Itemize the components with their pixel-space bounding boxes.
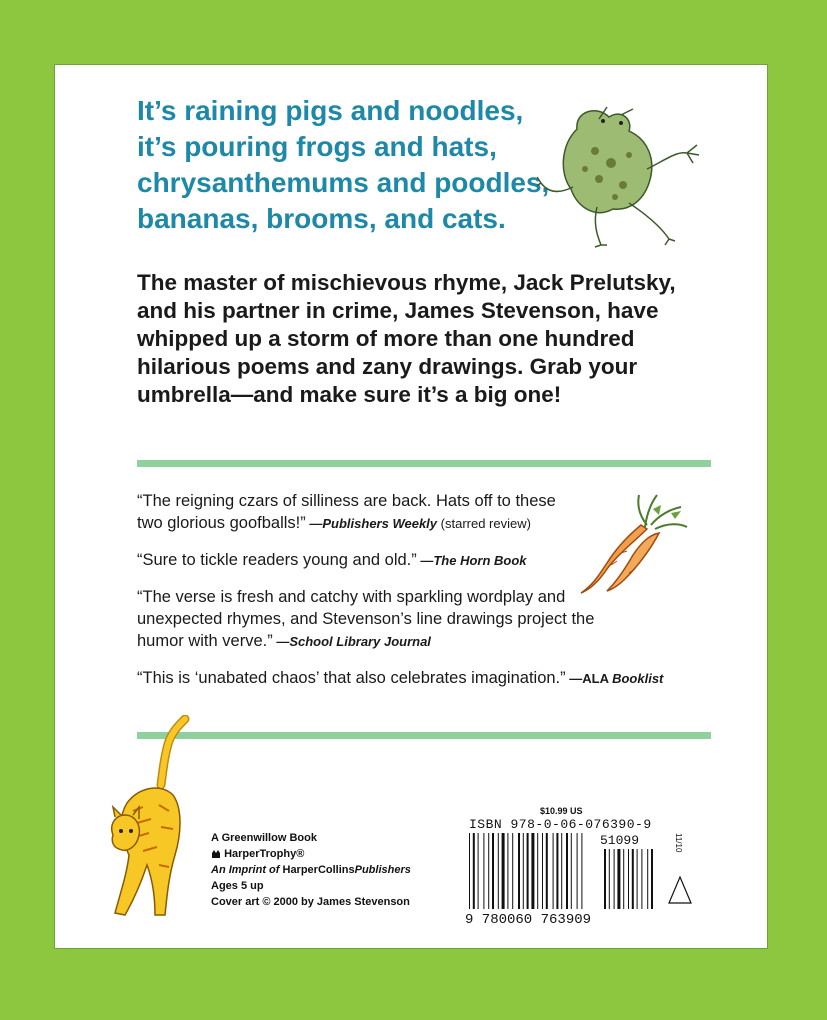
barcode-bar — [498, 833, 499, 909]
barcode-bar — [577, 833, 578, 909]
price-label: $10.99 US — [540, 806, 583, 816]
print-code: 11/10 — [674, 833, 683, 853]
divider-rule — [137, 460, 711, 467]
review-quote: “The verse is fresh and catchy with sparkling wordplay and unexpected rhymes, and Stevenson’s line drawings project the humor with verve.” —School Library Journal — [137, 588, 595, 650]
barcode-bar — [473, 833, 475, 909]
barcode-bar — [628, 849, 629, 909]
isbn-label: ISBN 978-0-06-076390-9 — [469, 817, 652, 832]
harper-flame-logo-icon — [211, 849, 221, 858]
barcode-bar — [488, 833, 489, 909]
barcode-bar — [617, 849, 620, 909]
publisher-imprint: A Greenwillow Book HarperTrophy® An Imprint of HarperCollinsPublishers Ages 5 up Cover art © 2000 by James Stevenson — [211, 832, 411, 908]
poem-line: it’s pouring frogs and hats, — [137, 131, 497, 162]
divider-rule — [137, 732, 711, 739]
barcode-bar — [581, 833, 582, 909]
barcode-bar — [553, 833, 554, 909]
review-source: —Publishers Weekly — [305, 516, 438, 531]
blurb-line: umbrella—and make sure it’s a big one! — [137, 382, 562, 407]
barcode-bar — [512, 833, 513, 909]
blurb-line: hilarious poems and zany drawings. Grab your — [137, 354, 638, 379]
cat-illustration — [99, 715, 209, 925]
blurb-text — [137, 269, 676, 409]
review-quote: “This is ‘unabated chaos’ that also celebrates imagination.” —ALA Booklist — [137, 669, 664, 687]
barcode-bar — [561, 833, 562, 909]
barcode-bar — [571, 833, 572, 909]
barcode-bar — [527, 833, 529, 909]
poem-line: It’s raining pigs and noodles, — [137, 95, 524, 126]
review-source: —The Horn Book — [416, 553, 527, 568]
barcode-bar — [531, 833, 534, 909]
barcode-bar — [492, 833, 494, 909]
barcode-bar — [566, 833, 568, 909]
blurb-line: The master of mischievous rhyme, Jack Prelutsky, — [137, 270, 676, 295]
barcode-bar — [647, 849, 648, 909]
review-source: Booklist — [612, 671, 664, 686]
review-source: —School Library Journal — [272, 634, 431, 649]
poem-line: chrysanthemums and poodles, — [137, 167, 550, 198]
barcode-bar — [518, 833, 520, 909]
barcode-bar — [609, 849, 610, 909]
blurb-line: and his partner in crime, James Stevenson, have — [137, 298, 659, 323]
barcode-bar — [637, 849, 638, 909]
barcode-bar — [546, 833, 548, 909]
back-cover-panel — [54, 64, 768, 949]
poem-line: bananas, brooms, and cats. — [137, 203, 506, 234]
barcode-bar — [483, 833, 484, 909]
barcode-bar — [523, 833, 524, 909]
barcode-bar — [641, 849, 642, 909]
barcode-bar — [632, 849, 634, 909]
price-addon-code: 51099 — [600, 833, 640, 848]
review-quote: “Sure to tickle readers young and old.” —The Horn Book — [137, 551, 527, 569]
carrot-illustration — [567, 489, 697, 601]
barcode-bar — [469, 833, 470, 909]
review-quote: “The reigning czars of silliness are back. Hats off to these two glorious goofballs!” —Publishers Weekly (starred review) — [137, 492, 556, 532]
barcode-bar — [614, 849, 615, 909]
barcode-bar — [502, 833, 505, 909]
triangle-icon — [667, 875, 693, 905]
barcode-bar — [651, 849, 653, 909]
frog-illustration — [537, 99, 717, 249]
barcode-bar — [604, 849, 606, 909]
barcode-bar — [507, 833, 508, 909]
barcode-bar — [478, 833, 479, 909]
barcode-bar — [556, 833, 558, 909]
barcode-bar — [542, 833, 543, 909]
ean-number: 9 780060 763909 — [465, 912, 592, 928]
barcode-bar — [623, 849, 624, 909]
barcode-bar — [537, 833, 538, 909]
blurb-line: whipped up a storm of more than one hundred — [137, 326, 635, 351]
poem-excerpt — [137, 93, 549, 237]
